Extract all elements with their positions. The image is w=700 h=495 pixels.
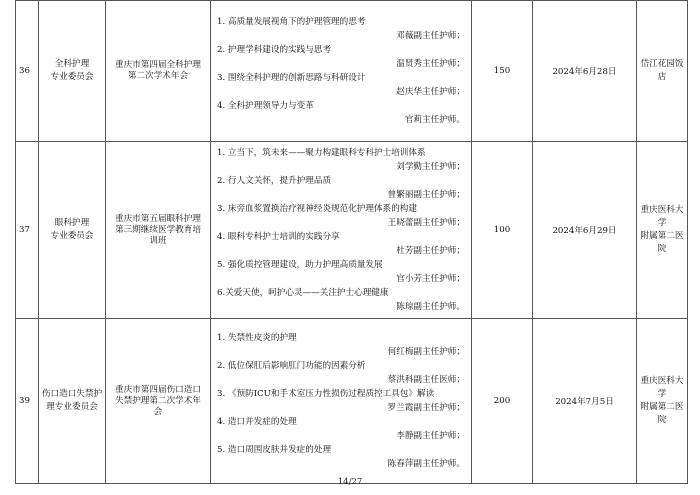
venue-cell	[637, 319, 688, 484]
topic-item	[217, 359, 465, 387]
topic-item	[217, 71, 465, 99]
page-number: 14/27	[337, 477, 363, 487]
venue-line: 附属第二医院	[640, 231, 684, 254]
topic-speaker: 何红梅副主任护师；	[387, 347, 465, 357]
venue-cell	[637, 1, 688, 142]
topic-speaker: 罗兰霞副主任护师；	[387, 403, 465, 413]
topic-title: 1. 立当下，筑未来——聚力构建眼科专科护士培训体系	[217, 148, 426, 158]
committee-line: 理专业委员会	[46, 402, 98, 412]
meeting-date: 2024年6月28日	[533, 1, 637, 142]
topic-speaker: 陈春萍副主任护师。	[387, 459, 465, 469]
topic-speaker: 蔡洪科副主任医师；	[387, 375, 465, 385]
topic-item	[217, 15, 465, 43]
topics-cell	[211, 1, 472, 142]
topic-item	[217, 286, 465, 314]
conference-schedule-table	[15, 0, 688, 484]
meeting-title-line: 第三期继续医学教育培	[115, 224, 201, 235]
committee-cell	[39, 319, 106, 484]
venue-line: 岱江花园饭店	[640, 59, 684, 82]
topic-title: 3. 围绕全科护理的创新思路与科研设计	[217, 73, 366, 83]
topic-speaker: 邓薇副主任护师；	[396, 31, 465, 41]
table-row	[16, 1, 688, 142]
row-number: 36	[16, 1, 39, 142]
topic-title: 1. 失禁性皮炎的护理	[217, 333, 297, 343]
venue-line: 重庆医科大学	[640, 376, 684, 399]
topic-title: 6.关爱天使，呵护心灵——关注护士心理健康	[217, 288, 389, 298]
committee-line: 专业委员会	[50, 231, 94, 241]
topic-speaker: 赵庆华主任护师；	[396, 87, 465, 97]
topics-cell	[211, 142, 472, 319]
committee-line: 全科护理	[54, 59, 90, 69]
committee-cell	[39, 142, 106, 319]
topic-speaker: 陈琼副主任护师。	[396, 302, 465, 312]
table-row	[16, 319, 688, 484]
topic-item	[217, 174, 465, 202]
meeting-date: 2024年6月29日	[533, 142, 637, 319]
topics-cell	[211, 319, 472, 484]
meeting-date: 2024年7月5日	[533, 319, 637, 484]
venue-line: 重庆医科大学	[640, 205, 684, 228]
meeting-title-line: 会	[153, 406, 163, 417]
topic-title: 2. 行人文关怀，提升护理品质	[217, 176, 332, 186]
attendee-count: 150	[472, 1, 533, 142]
meeting-title-line: 重庆市第四届全科护理	[115, 60, 201, 70]
attendee-count: 200	[472, 319, 533, 484]
committee-line: 伤口造口失禁护	[41, 389, 103, 399]
row-number: 37	[16, 142, 39, 319]
meeting-title-line: 第二次学术年会	[127, 71, 189, 81]
meeting-title-line: 失禁护理第二次学术年	[115, 395, 201, 406]
topic-item	[217, 230, 465, 258]
topic-title: 5. 强化质控管理建设，助力护理高质量发展	[217, 260, 383, 270]
committee-cell	[39, 1, 106, 142]
meeting-title-line: 重庆市第五届眼科护理	[115, 213, 201, 224]
topic-item	[217, 43, 465, 71]
meeting-title-cell	[106, 142, 211, 319]
topic-speaker: 杜芳副主任护师；	[396, 246, 465, 256]
topic-title: 4. 全科护理领导力与变革	[217, 101, 314, 111]
topic-item	[217, 258, 465, 286]
meeting-title-cell	[106, 319, 211, 484]
topic-speaker: 温贤秀主任护师；	[396, 59, 465, 69]
attendee-count: 100	[472, 142, 533, 319]
topic-title: 4. 眼科专科护士培训的实践分享	[217, 232, 340, 242]
topic-speaker: 曾繁丽副主任护师；	[387, 190, 465, 200]
topic-item	[217, 202, 465, 230]
document-page	[15, 0, 688, 484]
topic-item	[217, 331, 465, 359]
topic-speaker: 王晓蕾副主任护师；	[387, 218, 465, 228]
topic-title: 1. 高质量发展视角下的护理管理的思考	[217, 17, 366, 27]
topic-speaker: 李静副主任护师；	[396, 431, 465, 441]
topic-title: 3. 床旁血浆置换治疗视神经炎规范化护理体系的构建	[217, 204, 417, 214]
topic-speaker: 官小芳主任护师；	[396, 274, 465, 284]
topic-item	[217, 99, 465, 127]
topic-item	[217, 387, 465, 415]
committee-line: 眼科护理	[54, 218, 90, 228]
topic-item	[217, 415, 465, 443]
venue-cell	[637, 142, 688, 319]
topic-item	[217, 146, 465, 174]
row-number: 39	[16, 319, 39, 484]
venue-line: 附属第二医院	[640, 402, 684, 425]
topic-title: 2. 护理学科建设的实践与思考	[217, 45, 332, 55]
topic-item	[217, 443, 465, 471]
topic-speaker: 官莉主任护师。	[404, 115, 465, 125]
committee-line: 专业委员会	[50, 72, 94, 82]
topic-title: 4. 造口并发症的处理	[217, 417, 297, 427]
topic-title: 2. 低位保肛后影响肛门功能的因素分析	[217, 361, 366, 371]
meeting-title-line: 训班	[149, 235, 167, 246]
meeting-title-line: 重庆市第四届伤口造口	[115, 384, 201, 395]
table-row	[16, 142, 688, 319]
topic-speaker: 刘学勤主任护师；	[396, 162, 465, 172]
topic-title: 5. 造口周围皮肤并发症的处理	[217, 445, 332, 455]
meeting-title-cell	[106, 1, 211, 142]
topic-title: 3. 《预防ICU和手术室压力性损伤过程质控工具包》解读	[217, 389, 435, 399]
